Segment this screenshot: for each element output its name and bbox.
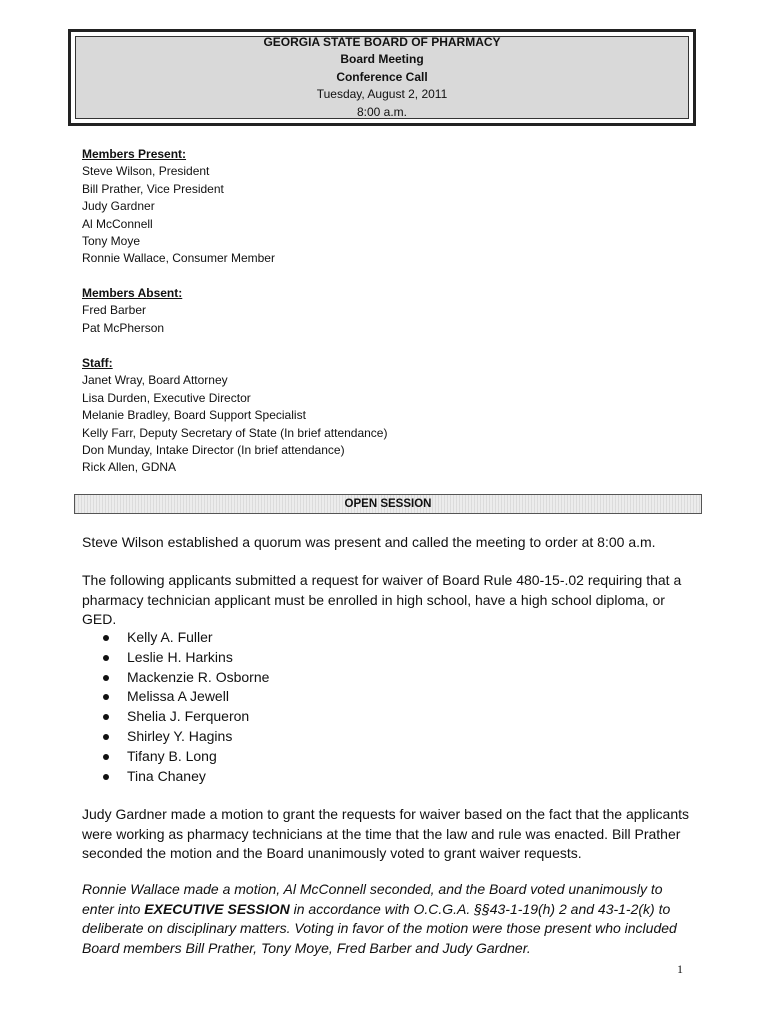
list-item: Lisa Durden, Executive Director — [82, 390, 251, 405]
paragraph-line: Board members Bill Prather, Tony Moye, Fred Barber and Judy Gardner. — [82, 939, 531, 956]
list-item: Fred Barber — [82, 303, 147, 318]
quorum-paragraph — [82, 533, 694, 553]
header-box — [68, 29, 696, 126]
text-span: in accordance with O.C.G.A. §§43-1-19(h) 2 and 43-1-2(k) to — [289, 900, 671, 917]
list-item: Tony Moye — [82, 234, 141, 249]
board-name: GEORGIA STATE BOARD OF PHARMACY — [263, 34, 501, 49]
members-absent-heading: Members Absent: — [82, 286, 183, 300]
page-number: 1 — [677, 962, 683, 976]
header-inner — [75, 36, 689, 119]
list-item: Don Munday, Intake Director (In brief attendance) — [82, 443, 345, 458]
paragraph-line: were working as pharmacy technicians at the time that the law and rule was enacted. Bill Prather — [82, 825, 681, 842]
list-item: Janet Wray, Board Attorney — [82, 373, 228, 388]
list-item: Shelia J. Ferqueron — [100, 707, 269, 727]
executive-session-paragraph — [82, 880, 694, 958]
list-item: Tina Chaney — [100, 767, 269, 787]
list-item: Shirley Y. Hagins — [100, 727, 269, 747]
list-item: Steve Wilson, President — [82, 164, 210, 179]
list-item: Pat McPherson — [82, 320, 165, 335]
paragraph-line: Ronnie Wallace made a motion, Al McConnell seconded, and the Board voted unanimously to — [82, 881, 663, 897]
meeting-type: Board Meeting — [340, 52, 424, 67]
list-item: Ronnie Wallace, Consumer Member — [82, 251, 275, 266]
list-item: Bill Prather, Vice President — [82, 181, 224, 196]
open-session-label: OPEN SESSION — [344, 498, 432, 510]
motion-paragraph — [82, 805, 694, 864]
text-span: enter into — [82, 900, 145, 917]
paragraph-line: seconded the motion and the Board unanimously voted to grant waiver requests. — [82, 845, 582, 862]
list-item: Tifany B. Long — [100, 747, 269, 767]
list-item: Kelly Farr, Deputy Secretary of State (In brief attendance) — [82, 425, 388, 440]
list-item: Mackenzie R. Osborne — [100, 668, 269, 688]
applicant-list — [100, 628, 269, 786]
waiver-paragraph — [82, 571, 694, 630]
list-item: Melanie Bradley, Board Support Specialist — [82, 408, 306, 423]
list-item: Judy Gardner — [82, 199, 155, 214]
paragraph-line: Judy Gardner made a motion to grant the requests for waiver based on the fact that the applicants — [82, 806, 690, 822]
paragraph-line: The following applicants submitted a request for waiver of Board Rule 480-15-.02 requiring that a — [82, 572, 682, 588]
list-item: Kelly A. Fuller — [100, 628, 269, 648]
paragraph-line: pharmacy technician applicant must be enrolled in high school, have a high school diploma, or — [82, 591, 665, 608]
list-item: Rick Allen, GDNA — [82, 460, 177, 475]
meeting-format: Conference Call — [336, 69, 428, 84]
list-item: Al McConnell — [82, 216, 153, 231]
staff-heading: Staff: — [82, 356, 113, 370]
members-absent-section — [82, 285, 182, 337]
members-present-section — [82, 146, 275, 268]
meeting-date: Tuesday, August 2, 2011 — [316, 87, 448, 102]
paragraph-line: GED. — [82, 611, 117, 628]
paragraph-line — [82, 900, 694, 920]
list-item: Melissa A Jewell — [100, 687, 269, 707]
members-present-heading: Members Present: — [82, 147, 187, 161]
executive-session-term: EXECUTIVE SESSION — [144, 900, 290, 917]
paragraph-line: Steve Wilson established a quorum was present and called the meeting to order at 8:00 a.m. — [82, 534, 656, 550]
meeting-time: 8:00 a.m. — [356, 104, 408, 119]
open-session-bar — [74, 494, 702, 514]
staff-section — [82, 355, 387, 477]
paragraph-line: deliberate on disciplinary matters. Voting in favor of the motion were those present who included — [82, 920, 677, 937]
list-item: Leslie H. Harkins — [100, 648, 269, 668]
